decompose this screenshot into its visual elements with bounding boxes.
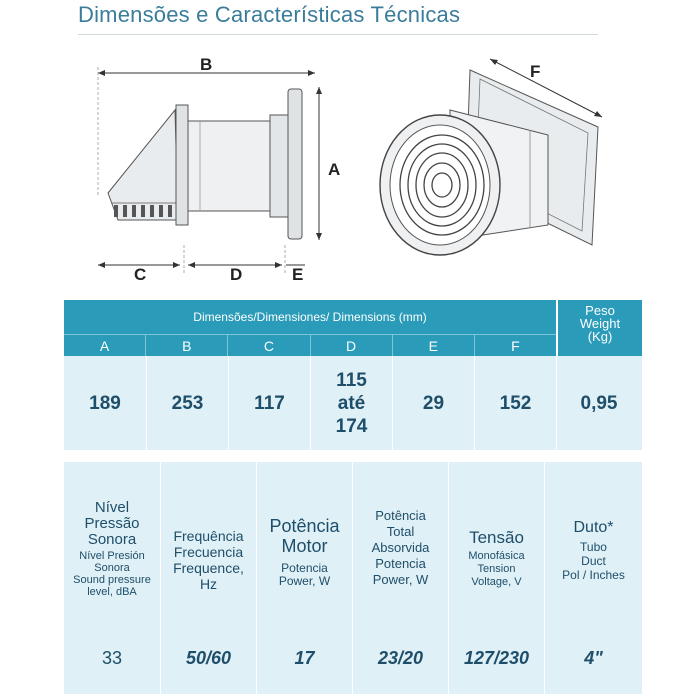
spec-title <box>64 500 160 548</box>
value-b: 253 <box>171 392 204 414</box>
spec-sub-line: Sound pressure <box>73 574 151 586</box>
spec-title-line: Potência <box>375 508 426 523</box>
col-header-a: A <box>64 335 146 357</box>
spec-title-line: Absorvida <box>371 540 430 555</box>
title-divider <box>78 34 598 35</box>
dimension-values-row <box>64 356 642 450</box>
spec-title <box>257 516 352 556</box>
spec-subtitle <box>257 562 352 588</box>
spec-title-line: Duto* <box>573 519 614 536</box>
spec-title-line: Frecuencia <box>173 544 244 560</box>
spec-title-line: Nível <box>94 499 130 516</box>
spec-sub-line: Tubo <box>580 540 607 554</box>
col-header-d: D <box>311 335 393 357</box>
spec-title-line: Potencia <box>375 556 426 571</box>
spec-subtitle <box>545 540 642 582</box>
spec-title-line: Hz <box>199 576 218 592</box>
spec-value: 127/230 <box>463 648 530 668</box>
col-header-c: C <box>228 335 310 357</box>
page-title: Dimensões e Características Técnicas <box>78 2 461 27</box>
spec-sub-line: Power, W <box>278 574 331 588</box>
spec-value: 50/60 <box>185 648 232 668</box>
spec-duct <box>545 462 642 694</box>
spec-title-line: Potência <box>269 516 340 536</box>
spec-title <box>449 528 544 548</box>
value-d-line: 174 <box>335 415 368 437</box>
col-header-e: E <box>393 335 475 357</box>
dim-label-c: C <box>134 265 147 284</box>
spec-title <box>161 528 256 592</box>
spec-title-line: Tensão <box>469 528 524 547</box>
col-header-f: F <box>511 338 520 354</box>
dim-label-a: A <box>328 160 341 179</box>
spec-sub-line: Pol / Inches <box>562 568 625 582</box>
spec-subtitle <box>449 550 544 589</box>
weight-header-line: Peso <box>585 303 615 318</box>
value-a: 189 <box>89 392 121 414</box>
spec-title <box>545 518 642 538</box>
spec-title <box>353 508 448 588</box>
dim-label-f: F <box>530 62 541 81</box>
value-d-line: até <box>337 392 366 414</box>
spec-title-line: Total <box>386 524 415 539</box>
spec-subtitle <box>64 550 160 598</box>
spec-title-line: Frequence, <box>173 560 244 576</box>
value-c: 117 <box>254 392 285 414</box>
spec-sub-line: Sonora <box>94 562 130 574</box>
spec-title-line: Frequência <box>173 528 244 544</box>
dim-label-e: E <box>292 265 304 284</box>
weight-header-line: (Kg) <box>587 329 613 344</box>
weight-header <box>558 300 642 356</box>
value-weight: 0,95 <box>580 392 618 414</box>
col-header-b: B <box>146 335 228 357</box>
dimensions-table <box>64 300 642 450</box>
spec-sub-line: Nível Presión <box>79 550 145 562</box>
spec-sub-line: Voltage, V <box>471 576 522 588</box>
spec-sub-line: Duct <box>581 554 606 568</box>
spec-sub-line: Tension <box>477 563 516 575</box>
spec-title-line: Sonora <box>87 531 137 548</box>
specs-table <box>64 462 642 694</box>
spec-value: 23/20 <box>377 648 424 668</box>
spec-total-power <box>353 462 448 694</box>
spec-sound-pressure <box>64 462 160 694</box>
side-view-drawing <box>90 55 350 290</box>
value-f: 152 <box>499 392 532 414</box>
spec-sub-line: level, dBA <box>87 586 137 598</box>
spec-title-line: Motor <box>281 536 328 556</box>
dim-label-d: D <box>230 265 243 284</box>
dimensions-header: Dimensões/Dimensiones/ Dimensions (mm) <box>64 300 556 334</box>
spec-value: 17 <box>294 648 315 668</box>
dim-label-b: B <box>200 55 213 74</box>
value-d-line: 115 <box>336 369 367 391</box>
perspective-drawing <box>370 55 620 265</box>
spec-sub-line: Monofásica <box>468 550 525 562</box>
spec-frequency <box>161 462 256 694</box>
spec-value: 33 <box>101 648 123 668</box>
spec-motor-power <box>257 462 352 694</box>
spec-title-line: Power, W <box>372 572 429 587</box>
value-e: 29 <box>422 392 445 414</box>
spec-value: 4" <box>584 648 603 668</box>
spec-voltage <box>449 462 544 694</box>
value-d <box>311 356 392 450</box>
weight-header-line: Weight <box>579 316 621 331</box>
spec-title-line: Pressão <box>84 515 140 532</box>
dimension-letters-row <box>64 334 556 357</box>
spec-sub-line: Potencia <box>281 561 328 575</box>
